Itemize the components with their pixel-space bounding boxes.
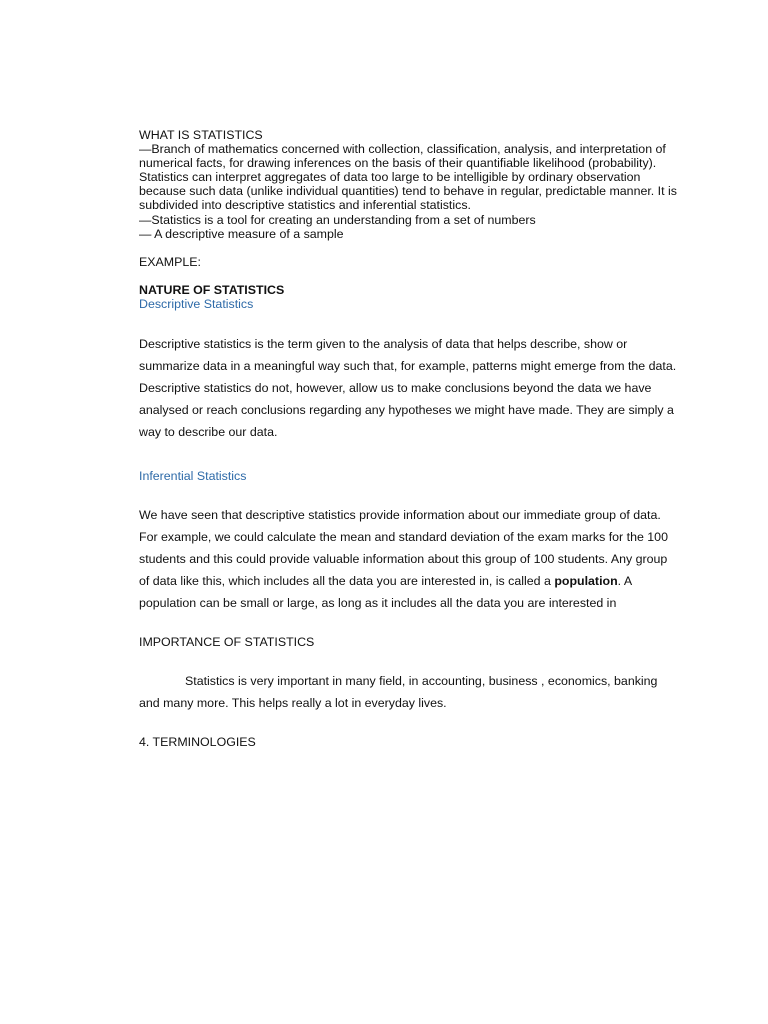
descriptive-statistics-paragraph: Descriptive statistics is the term given to the analysis of data that helps describe, show or summarize data in a meaningful way such that, for example, patterns might emerge from the data. Descriptive statistics do not, however, allow us to make conclusions beyond the data we have analysed or reach conclusions regarding any hypotheses we might have made. They are simply a way to describe our data. [139,337,677,440]
spacer [139,714,679,731]
inferential-text-before: We have seen that descriptive statistics provide information about our immediate group of data. For example, we could calculate the mean and standard deviation of the exam marks for the 100 students and this could provide valuable information about this group of 100 students. Any group of data like this, which includes all the data you are interested in, is called a [139,508,668,589]
importance-of-statistics-title: IMPORTANCE OF STATISTICS [139,635,315,650]
descriptive-statistics-heading: Descriptive Statistics [139,296,254,311]
importance-paragraph: Statistics is very important in many field, in accounting, business , economics, banking and many more. This helps really a lot in everyday lives. [139,674,658,711]
nature-of-statistics-title: NATURE OF STATISTICS [139,282,285,297]
definition-tool-line: —Statistics is a tool for creating an understanding from a set of numbers [139,212,536,227]
spacer [139,614,679,631]
population-term: population [554,574,618,589]
spacer [139,443,679,465]
spacer [139,241,679,255]
spacer [139,653,679,670]
spacer [139,269,679,283]
what-is-statistics-section [139,128,679,241]
inferential-statistics-heading: Inferential Statistics [139,469,247,484]
document-body [139,128,679,753]
inferential-statistics-paragraph [139,504,679,614]
definition-paragraph: —Branch of mathematics concerned with collection, classification, analysis, and interpretation of numerical facts, for drawing inferences on the basis of their quantifiable likelihood (probability). Statistics can interpret aggregates of data too large to be intelligible by ordinary observation because such data (unlike individual quantities) tend to behave in regular, predictable manner. It is subdivided into descriptive statistics and inferential statistics. [139,142,677,213]
what-is-statistics-title: WHAT IS STATISTICS [139,128,263,142]
spacer [139,487,679,504]
example-label: EXAMPLE: [139,254,201,269]
inferential-text-after: . A population can be small or large, as long as it includes all the data you are interested in [139,574,632,611]
definition-sample-line: — A descriptive measure of a sample [139,226,344,241]
spacer [139,311,679,333]
terminologies-title: 4. TERMINOLOGIES [139,735,256,750]
